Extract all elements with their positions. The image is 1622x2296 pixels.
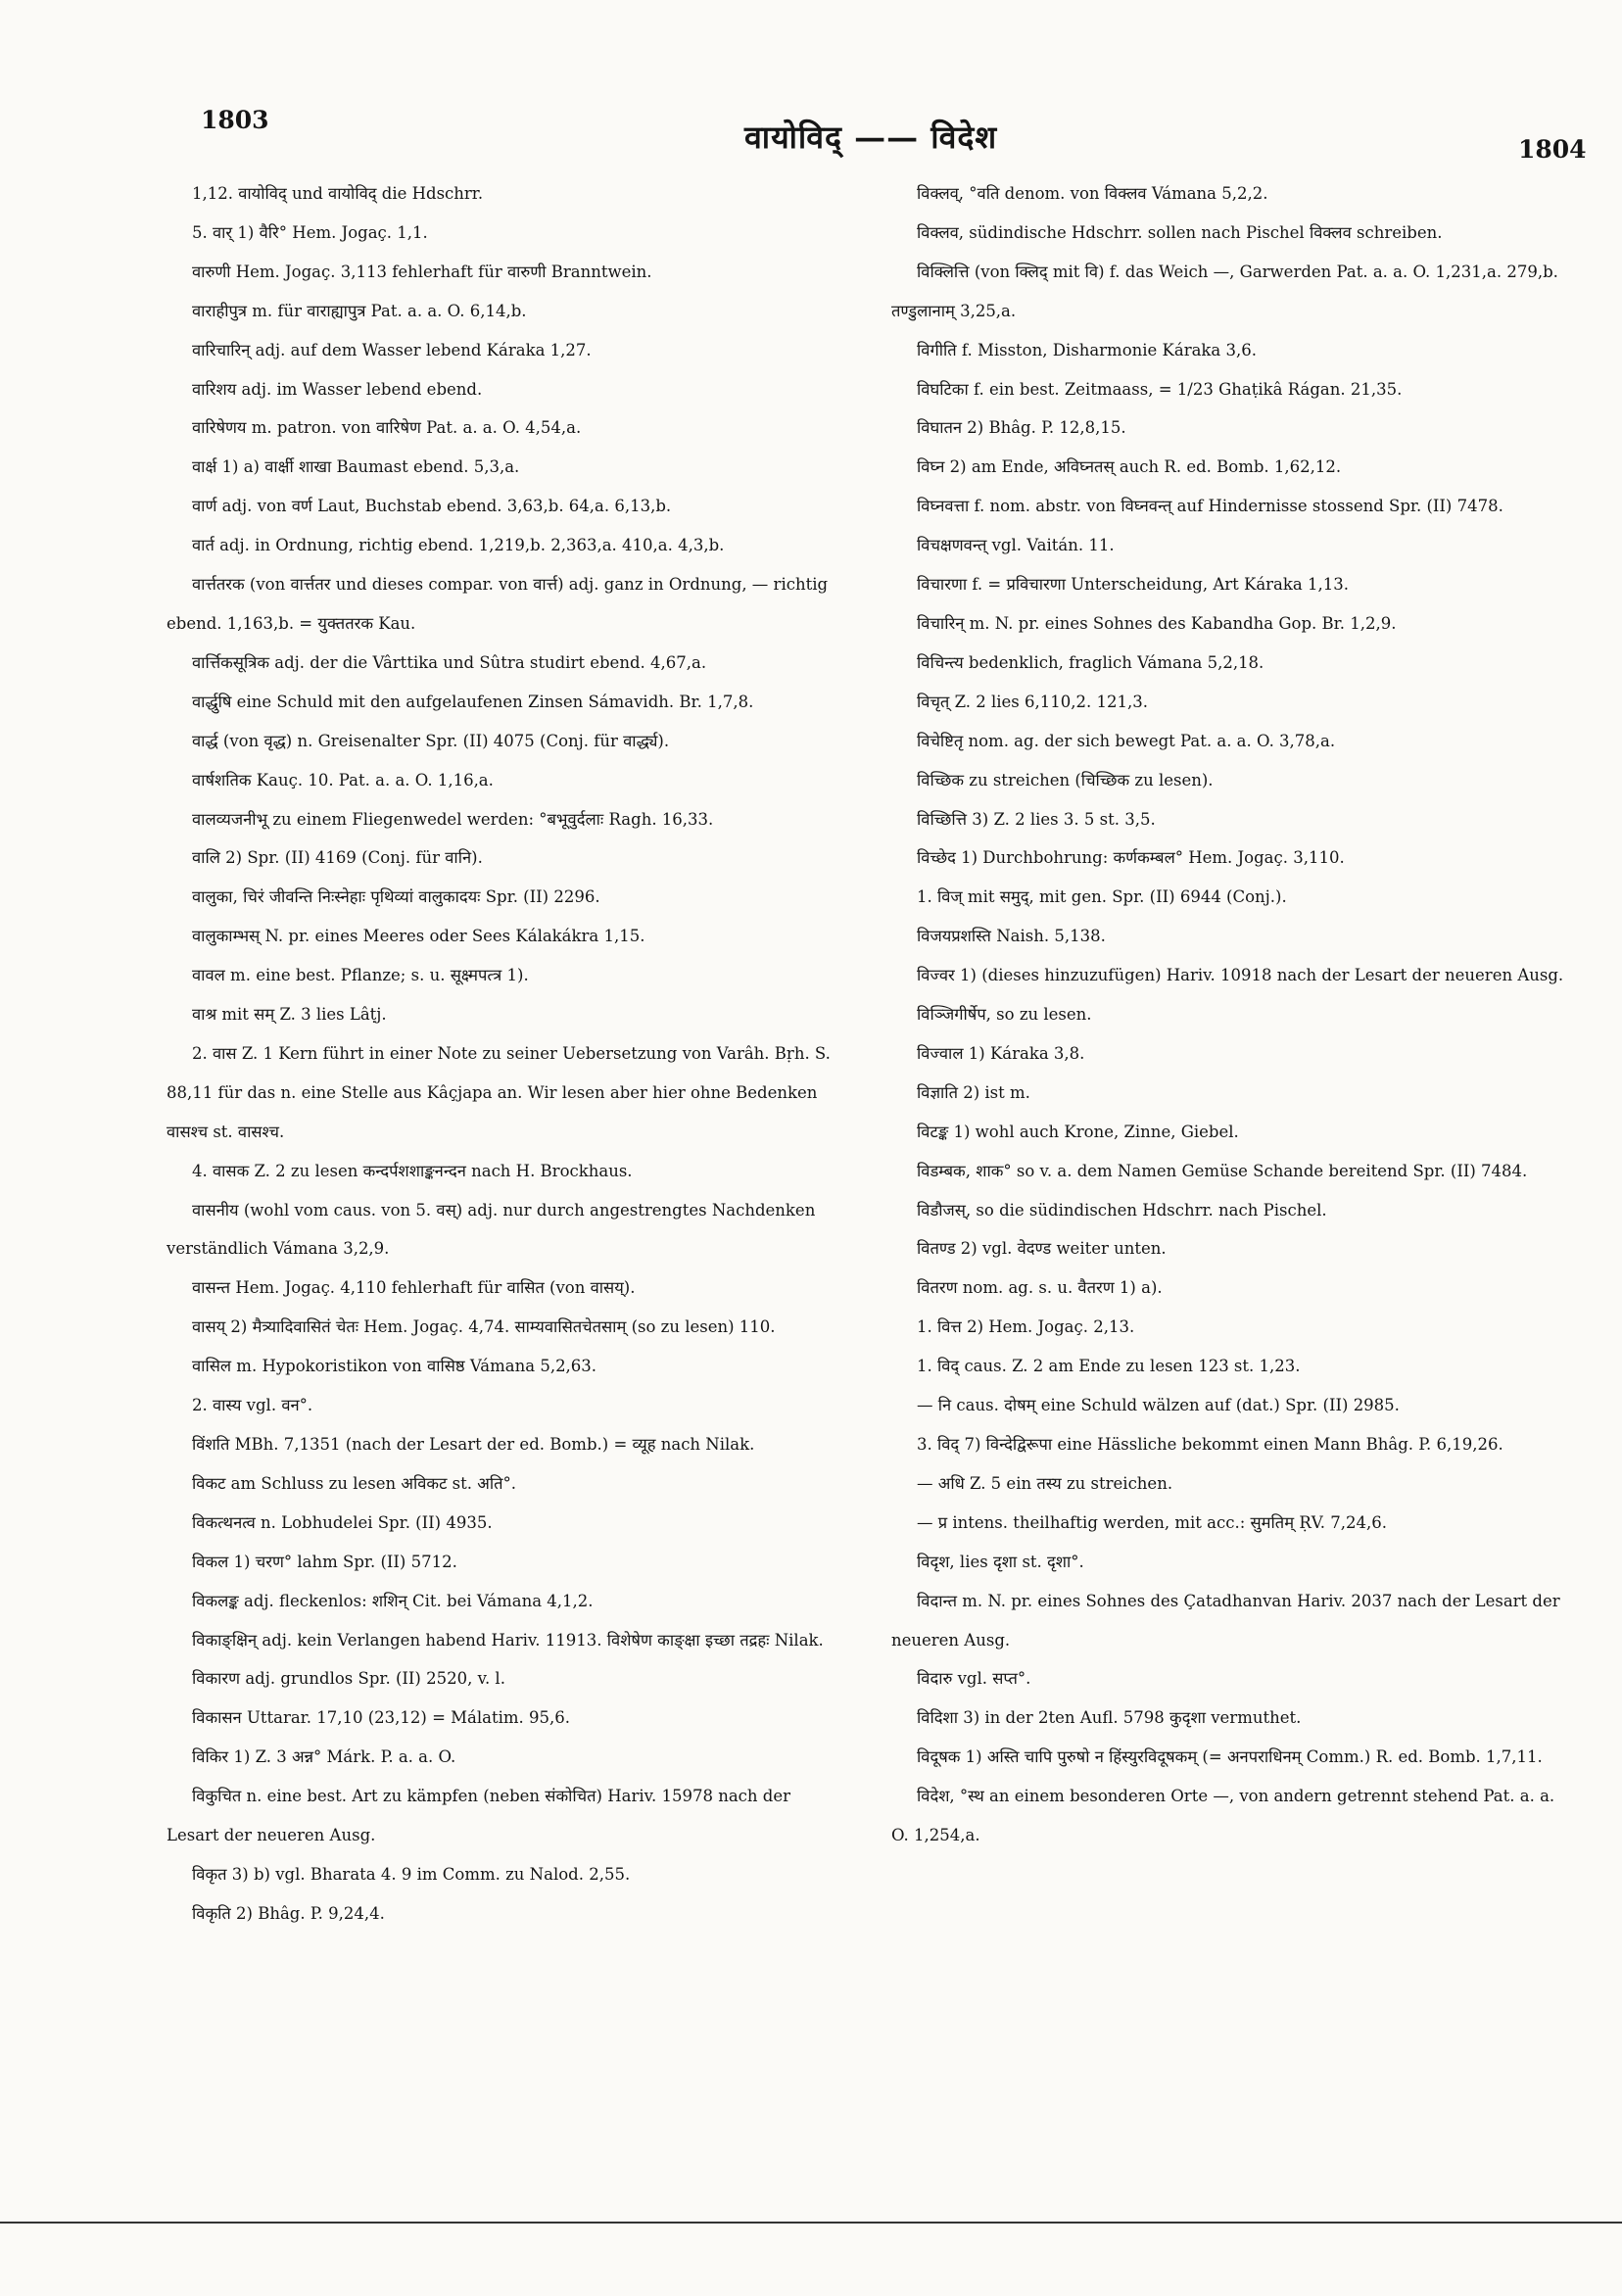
dictionary-entry: विच्छित्ति 3) Z. 2 lies 3. 5 st. 3,5. [917,809,1156,829]
dictionary-entry: विगीति f. Misston, Disharmonie Káraka 3,6. [917,340,1258,359]
dictionary-entry: विडम्बक, शाक° so v. a. dem Namen Gemüse Schande bereitend Spr. (II) 7484. [917,1161,1528,1180]
dictionary-entry: विकृत 3) b) vgl. Bharata 4. 9 im Comm. zu Nalod. 2,55. [192,1864,631,1884]
dictionary-entry: विकल 1) चरण° lahm Spr. (II) 5712. [192,1552,457,1571]
dictionary-entry: वार्द्धुषि eine Schuld mit den aufgelaufenen Zinsen Sámavidh. Br. 1,7,8. [192,692,754,711]
dictionary-entry: 2. वास Z. 1 Kern führt in einer Note zu seiner Uebersetzung von Varâh. Bṛh. S. 88,11 für das n. eine Stelle aus Kâçjapa an. Wir lesen aber hier ohne Bedenken वासश्च st. वासश्च. [167,1043,831,1141]
dictionary-entry: विडौजस्, so die südindischen Hdschrr. nach Pischel. [917,1200,1327,1220]
dictionary-entry: 1. विज् mit समुद्, mit gen. Spr. (II) 6944 (Conj.). [917,887,1287,907]
page-number-left: 1803 [201,106,269,134]
dictionary-entry: 4. वासक Z. 2 zu lesen कन्दर्पशशाङ्कनन्दन nach H. Brockhaus. [192,1161,633,1180]
right-column [891,174,1577,1855]
dictionary-entry: विकत्थनत्व n. Lobhudelei Spr. (II) 4935. [192,1512,493,1532]
dictionary-entry: विज्वर 1) (dieses hinzuzufügen) Hariv. 10918 nach der Lesart der neueren Ausg. [917,966,1564,985]
dictionary-entry: विघ्नवत्ता f. nom. abstr. von विघ्नवन्त् auf Hindernisse stossend Spr. (II) 7478. [917,497,1503,516]
dictionary-entry: विक्लव्, °वति denom. von विक्लव Vámana 5,2,2. [917,184,1268,203]
dictionary-entry: वार्क्ष 1) a) वार्क्षी शाखा Baumast ebend. 5,3,a. [192,457,520,477]
dictionary-entry: विजयप्रशस्ति Naish. 5,138. [917,927,1106,946]
dictionary-entry: वासन्त Hem. Jogaç. 4,110 fehlerhaft für वासित (von वासय्). [192,1278,636,1298]
dictionary-entry: वासय् 2) मैत्र्यादिवासितं चेतः Hem. Jogaç. 4,74. साम्यवासितचेतसाम् (so zu lesen) 110. [192,1317,776,1337]
dictionary-entry: विकट am Schluss zu lesen अविकट st. अति°. [192,1473,517,1493]
dictionary-entry: वार्ण adj. von वर्ण Laut, Buchstab ebend. 3,63,b. 64,a. 6,13,b. [192,497,672,516]
dictionary-entry: विघातन 2) Bhâg. P. 12,8,15. [917,418,1126,438]
running-head: वायोविद् —— विदेश [744,119,998,156]
dictionary-entry: विघ्न 2) am Ende, अविघ्नतस् auch R. ed. Bomb. 1,62,12. [917,457,1342,477]
dictionary-entry: वितण्ड 2) vgl. वेदण्ड weiter unten. [917,1239,1167,1259]
dictionary-entry: विदान्त m. N. pr. eines Sohnes des Çatadhanvan Hariv. 2037 nach der Lesart der neueren Ausg. [891,1591,1560,1650]
dictionary-entry: वाराहीपुत्र m. für वाराह्यापुत्र Pat. a. a. O. 6,14,b. [192,301,527,320]
dictionary-entry: 1,12. वायोविद् und वायोविद् die Hdschrr. [192,184,484,203]
dictionary-entry: वितरण nom. ag. s. u. वैतरण 1) a). [917,1278,1163,1298]
dictionary-entry: विच्छिक zu streichen (चिच्छिक zu lesen). [917,770,1214,789]
dictionary-entry: 1. वित्त 2) Hem. Jogaç. 2,13. [917,1317,1135,1337]
dictionary-entry: वालव्यजनीभू zu einem Fliegenwedel werden: °बभूवुर्दलाः Ragh. 16,33. [192,809,714,829]
dictionary-entry: विच्छेद 1) Durchbohrung: कर्णकम्बल° Hem. Jogaç. 3,110. [917,848,1345,868]
dictionary-entry: वालुकाम्भस् N. pr. eines Meeres oder Sees Kálakákra 1,15. [192,927,645,946]
dictionary-entry: विदारु vgl. सप्त°. [917,1669,1031,1689]
dictionary-entry: वारुणी Hem. Jogaç. 3,113 fehlerhaft für वारुणी Branntwein. [192,262,652,281]
dictionary-entry: वावल m. eine best. Pflanze; s. u. सूक्ष्मपत्त्र 1). [192,966,529,985]
dictionary-entry: विदेश, °स्थ an einem besonderen Orte —, von andern getrennt stehend Pat. a. a. O. 1,254,a. [891,1787,1555,1845]
page-number-right: 1804 [1518,135,1587,164]
dictionary-entry: वारिचारिन् adj. auf dem Wasser lebend Káraka 1,27. [192,340,592,359]
dictionary-entry: विटङ्क 1) wohl auch Krone, Zinne, Giebel. [917,1122,1239,1141]
dictionary-entry: वार्द्ध (von वृद्ध) n. Greisenalter Spr. (II) 4075 (Conj. für वार्द्ध्य). [192,731,670,750]
dictionary-entry: विकारण adj. grundlos Spr. (II) 2520, v. l. [192,1669,505,1689]
dictionary-entry: 5. वार् 1) वैरि° Hem. Jogaç. 1,1. [192,222,428,242]
dictionary-entry: वार्षशतिक Kauç. 10. Pat. a. a. O. 1,16,a. [192,770,494,789]
dictionary-entry: वारिशय adj. im Wasser lebend ebend. [192,379,483,399]
dictionary-entry: वार्त adj. in Ordnung, richtig ebend. 1,219,b. 2,363,a. 410,a. 4,3,b. [192,536,725,555]
dictionary-entry: वार्त्तिकसूत्रिक adj. der die Vârttika und Sûtra studirt ebend. 4,67,a. [192,652,707,672]
dictionary-entry: विकृति 2) Bhâg. P. 9,24,4. [192,1903,385,1923]
dictionary-entry: विचिन्त्य bedenklich, fraglich Vámana 5,2,18. [917,652,1264,672]
dictionary-entry: विचेष्टितृ nom. ag. der sich bewegt Pat. a. a. O. 3,78,a. [917,731,1336,750]
dictionary-entry: विज्ञाति 2) ist m. [917,1082,1030,1102]
dictionary-entry: विचृत् Z. 2 lies 6,110,2. 121,3. [917,692,1148,711]
dictionary-entry: विंशति MBh. 7,1351 (nach der Lesart der ed. Bomb.) = व्यूह nach Nilak. [192,1435,755,1454]
left-column [167,174,842,1934]
dictionary-entry: 3. विद् 7) विन्देद्विरूपा eine Hässliche bekommt einen Mann Bhâg. P. 6,19,26. [917,1435,1503,1454]
dictionary-entry: विकलङ्क adj. fleckenlos: शशिन् Cit. bei Vámana 4,1,2. [192,1591,594,1610]
dictionary-entry: विक्लव, südindische Hdschrr. sollen nach Pischel विक्लव schreiben. [917,222,1443,242]
dictionary-entry: — अधि Z. 5 ein तस्य zu streichen. [917,1473,1173,1493]
dictionary-entry: विदिशा 3) in der 2ten Aufl. 5798 कुदृशा vermuthet. [917,1708,1302,1728]
dictionary-entry: — प्र intens. theilhaftig werden, mit acc.: सुमतिम् ṚV. 7,24,6. [917,1512,1387,1532]
dictionary-entry: वासिल m. Hypokoristikon von वासिष्ठ Vámana 5,2,63. [192,1357,597,1376]
bottom-rule [0,2222,1622,2224]
dictionary-entry: 1. विद् caus. Z. 2 am Ende zu lesen 123 st. 1,23. [917,1357,1301,1376]
dictionary-entry: विज्वाल 1) Káraka 3,8. [917,1043,1085,1063]
dictionary-entry: विचारणा f. = प्रविचारणा Unterscheidung, Art Káraka 1,13. [917,575,1349,595]
dictionary-entry: वालुका, चिरं जीवन्ति निःस्नेहाः पृथिव्यां वालुकादयः Spr. (II) 2296. [192,887,600,907]
dictionary-entry: वालि 2) Spr. (II) 4169 (Conj. für वानि). [192,848,483,868]
dictionary-entry: विकिर 1) Z. 3 अन्न° Márk. P. a. a. O. [192,1747,456,1767]
dictionary-entry: वाश्र mit सम् Z. 3 lies Lâṭj. [192,1005,387,1025]
dictionary-entry: वार्त्ततरक (von वार्त्ततर und dieses compar. von वार्त्त) adj. ganz in Ordnung, — richtig ebend. 1,163,b. = युक्ततरक Kau. [167,575,829,633]
dictionary-entry: विचक्षणवन्त् vgl. Vaitán. 11. [917,536,1115,555]
dictionary-entry: — नि caus. दोषम् eine Schuld wälzen auf (dat.) Spr. (II) 2985. [917,1396,1400,1415]
dictionary-entry: विकाङ्क्षिन् adj. kein Verlangen habend Hariv. 11913. विशेषेण काङ्क्षा इच्छा तद्रहः Nilak. [192,1630,824,1650]
dictionary-entry: 2. वास्य vgl. वन°. [192,1396,313,1415]
dictionary-entry: विदृश, lies दृशा st. दृशा°. [917,1552,1084,1571]
dictionary-entry: विक्लित्ति (von क्लिद् mit वि) f. das Weich —, Garwerden Pat. a. a. O. 1,231,a. 279,b. तण्डुलानाम् 3,25,a. [891,262,1558,320]
dictionary-entry: विकासन Uttarar. 17,10 (23,12) = Málatim. 95,6. [192,1708,571,1728]
dictionary-entry: विदूषक 1) अस्ति चापि पुरुषो न हिंस्युरविदूषकम् (= अनपराधिनम् Comm.) R. ed. Bomb. 1,7,11. [917,1747,1543,1767]
dictionary-entry: विचारिन् m. N. pr. eines Sohnes des Kabandha Gop. Br. 1,2,9. [917,613,1397,633]
dictionary-entry: वासनीय (wohl vom caus. von 5. वस्) adj. nur durch angestrengtes Nachdenken verständlich Vámana 3,2,9. [167,1200,816,1259]
dictionary-entry: विकुचित n. eine best. Art zu kämpfen (neben संकोचित) Hariv. 15978 nach der Lesart der neueren Ausg. [167,1787,790,1845]
dictionary-entry: वारिषेणय m. patron. von वारिषेण Pat. a. a. O. 4,54,a. [192,418,582,438]
dictionary-entry: विञ्जिगीर्षेप, so zu lesen. [917,1005,1092,1025]
dictionary-entry: विघटिका f. ein best. Zeitmaass, = 1/23 Ghaṭikâ Rágan. 21,35. [917,379,1403,399]
